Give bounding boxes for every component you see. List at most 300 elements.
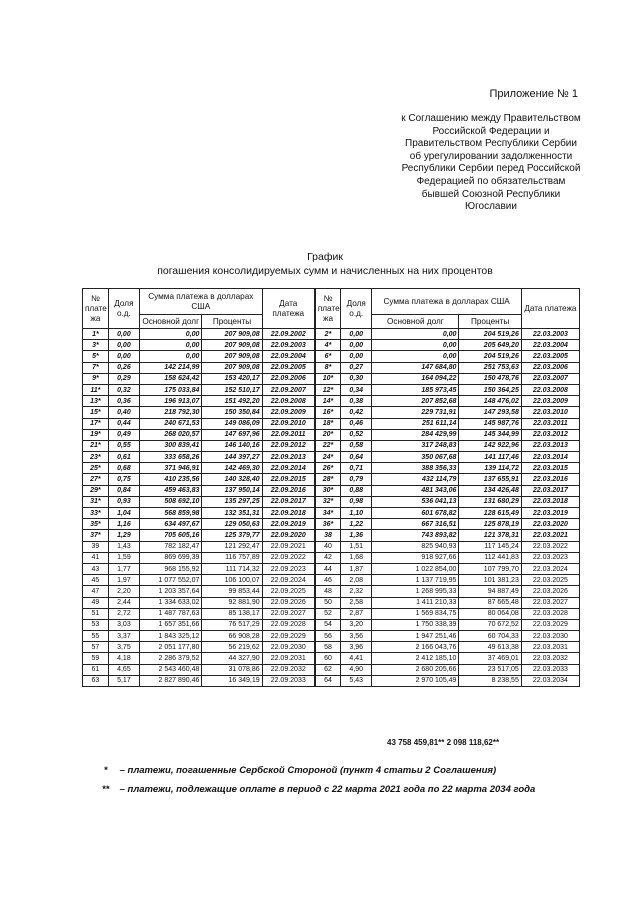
principal-cell: 432 114,79	[372, 474, 459, 485]
table-row	[83, 452, 580, 463]
payment-date-cell: 22.09.2028	[262, 619, 315, 630]
share-cell: 5,17	[108, 675, 139, 686]
interest-cell: 80 064,08	[459, 608, 521, 619]
header-share: Доля о.д.	[341, 289, 372, 329]
payment-num-cell: 37*	[83, 530, 109, 541]
share-cell: 2,58	[341, 597, 372, 608]
table-row	[83, 429, 580, 440]
payment-num-cell: 35*	[83, 519, 109, 530]
payment-num-cell: 24*	[315, 452, 341, 463]
share-cell: 2,08	[341, 575, 372, 586]
share-cell: 1,29	[108, 530, 139, 541]
share-cell: 2,72	[108, 608, 139, 619]
principal-cell: 0,00	[140, 351, 202, 362]
payment-num-cell: 25*	[83, 463, 109, 474]
footnote-text: – платежи, погашенные Сербской Стороной (пункт 4 статьи 2 Соглашения)	[117, 765, 497, 776]
footnote-text: – платежи, подлежащие оплате в период с 22 марта 2021 года по 22 марта 2034 года	[117, 784, 536, 795]
principal-cell: 568 859,98	[140, 508, 202, 519]
share-cell: 0,79	[341, 474, 372, 485]
payment-date-cell: 22.09.2002	[262, 329, 315, 340]
payment-num-cell: 50	[315, 597, 341, 608]
principal-cell: 2 970 105,49	[372, 675, 459, 686]
share-cell: 3,03	[108, 619, 139, 630]
table-row	[83, 575, 580, 586]
share-cell: 0,27	[341, 362, 372, 373]
share-cell: 0,71	[341, 463, 372, 474]
payment-date-cell: 22.09.2027	[262, 608, 315, 619]
payment-num-cell: 21*	[83, 440, 109, 451]
interest-cell: 204 519,26	[459, 329, 521, 340]
payment-date-cell: 22.09.2020	[262, 530, 315, 541]
interest-cell: 145 344,99	[459, 429, 521, 440]
payment-num-cell: 8*	[315, 362, 341, 373]
table-row	[83, 373, 580, 384]
share-cell: 0,30	[341, 373, 372, 384]
header-amount: Сумма платежа в долларах США	[372, 289, 522, 315]
share-cell: 0,00	[108, 351, 139, 362]
share-cell: 1,43	[108, 541, 139, 552]
principal-cell: 481 343,06	[372, 485, 459, 496]
payment-num-cell: 6*	[315, 351, 341, 362]
principal-cell: 284 429,99	[372, 429, 459, 440]
principal-cell: 918 927,66	[372, 552, 459, 563]
table-row	[83, 396, 580, 407]
share-cell: 0,46	[341, 418, 372, 429]
payment-date-cell: 22.03.2022	[521, 541, 579, 552]
payment-date-cell: 22.09.2032	[262, 664, 315, 675]
principal-cell: 0,00	[372, 340, 459, 351]
header-share: Доля о.д.	[108, 289, 139, 329]
payment-num-cell: 16*	[315, 407, 341, 418]
share-cell: 0,00	[341, 351, 372, 362]
principal-cell: 388 356,33	[372, 463, 459, 474]
principal-cell: 1 203 357,64	[140, 586, 202, 597]
payment-date-cell: 22.09.2014	[262, 463, 315, 474]
footnote-mark: **	[102, 784, 110, 795]
principal-cell: 207 852,68	[372, 396, 459, 407]
table-row	[83, 362, 580, 373]
payment-num-cell: 40	[315, 541, 341, 552]
payment-num-cell: 34*	[315, 508, 341, 519]
interest-cell: 205 649,20	[459, 340, 521, 351]
payment-date-cell: 22.09.2023	[262, 563, 315, 574]
interest-cell: 121 378,31	[459, 530, 521, 541]
share-cell: 1,87	[341, 563, 372, 574]
interest-cell: 60 704,33	[459, 631, 521, 642]
payment-date-cell: 22.09.2003	[262, 340, 315, 351]
share-cell: 1,68	[341, 552, 372, 563]
share-cell: 2,87	[341, 608, 372, 619]
interest-cell: 137 655,91	[459, 474, 521, 485]
payment-num-cell: 41	[83, 552, 109, 563]
payment-num-cell: 42	[315, 552, 341, 563]
principal-cell: 175 033,84	[140, 384, 202, 395]
interest-cell: 207 909,08	[202, 329, 262, 340]
payment-num-cell: 46	[315, 575, 341, 586]
principal-cell: 508 692,10	[140, 496, 202, 507]
principal-cell: 1 487 787,63	[140, 608, 202, 619]
principal-cell: 459 463,83	[140, 485, 202, 496]
share-cell: 0,40	[108, 407, 139, 418]
payment-num-cell: 28*	[315, 474, 341, 485]
payment-num-cell: 31*	[83, 496, 109, 507]
agreement-line: Югославии	[465, 201, 517, 213]
table-row	[83, 407, 580, 418]
payment-num-cell: 14*	[315, 396, 341, 407]
payment-date-cell: 22.03.2023	[521, 552, 579, 563]
share-cell: 1,36	[341, 530, 372, 541]
totals: 43 758 459,81** 2 098 118,62**	[387, 738, 500, 747]
footnote	[95, 765, 535, 776]
interest-cell: 8 238,55	[459, 675, 521, 686]
footnote-mark: *	[104, 765, 108, 776]
share-cell: 1,59	[108, 552, 139, 563]
principal-cell: 1 947 251,46	[372, 631, 459, 642]
payment-date-cell: 22.03.2034	[521, 675, 579, 686]
payment-date-cell: 22.03.2018	[521, 496, 579, 507]
payment-num-cell: 43	[83, 563, 109, 574]
payment-num-cell: 52	[315, 608, 341, 619]
interest-cell: 251 753,63	[459, 362, 521, 373]
interest-cell: 131 680,29	[459, 496, 521, 507]
interest-cell: 152 510,17	[202, 384, 262, 395]
share-cell: 2,44	[108, 597, 139, 608]
table-body	[83, 329, 580, 687]
principal-cell: 634 497,67	[140, 519, 202, 530]
interest-cell: 125 878,19	[459, 519, 521, 530]
interest-cell: 99 853,44	[202, 586, 262, 597]
principal-cell: 1 569 834,75	[372, 608, 459, 619]
payment-date-cell: 22.09.2009	[262, 407, 315, 418]
payment-num-cell: 4*	[315, 340, 341, 351]
principal-cell: 333 658,26	[140, 452, 202, 463]
interest-cell: 149 086,09	[202, 418, 262, 429]
share-cell: 2,20	[108, 586, 139, 597]
payment-date-cell: 22.09.2013	[262, 452, 315, 463]
payment-date-cell: 22.03.2011	[521, 418, 579, 429]
share-cell: 4,65	[108, 664, 139, 675]
table-row	[83, 619, 580, 630]
payment-num-cell: 60	[315, 653, 341, 664]
share-cell: 0,52	[341, 429, 372, 440]
table-row	[83, 653, 580, 664]
payment-num-cell: 45	[83, 575, 109, 586]
payment-date-cell: 22.03.2010	[521, 407, 579, 418]
share-cell: 1,51	[341, 541, 372, 552]
principal-cell: 1 411 210,33	[372, 597, 459, 608]
share-cell: 3,96	[341, 642, 372, 653]
payment-num-cell: 11*	[83, 384, 109, 395]
principal-cell: 536 041,13	[372, 496, 459, 507]
principal-cell: 743 893,82	[372, 530, 459, 541]
interest-cell: 140 328,40	[202, 474, 262, 485]
principal-cell: 350 067,68	[372, 452, 459, 463]
principal-cell: 2 166 043,76	[372, 642, 459, 653]
payment-date-cell: 22.09.2010	[262, 418, 315, 429]
interest-cell: 145 987,76	[459, 418, 521, 429]
interest-cell: 85 138,17	[202, 608, 262, 619]
table-row	[83, 586, 580, 597]
table-row	[83, 541, 580, 552]
payment-date-cell: 22.03.2030	[521, 631, 579, 642]
principal-cell: 869 699,39	[140, 552, 202, 563]
interest-cell: 132 351,31	[202, 508, 262, 519]
principal-cell: 229 731,91	[372, 407, 459, 418]
share-cell: 0,64	[341, 452, 372, 463]
payment-date-cell: 22.09.2005	[262, 362, 315, 373]
agreement-line: Республики Сербии перед Российской	[401, 163, 581, 175]
interest-cell: 141 117,46	[459, 452, 521, 463]
agreement-line: Правительством Республики Сербии	[405, 138, 577, 150]
table-row	[83, 675, 580, 686]
payment-date-cell: 22.09.2011	[262, 429, 315, 440]
interest-cell: 144 397,27	[202, 452, 262, 463]
table-row	[83, 496, 580, 507]
payment-date-cell: 22.09.2033	[262, 675, 315, 686]
interest-cell: 121 292,47	[202, 541, 262, 552]
table-row	[83, 563, 580, 574]
share-cell: 1,77	[108, 563, 139, 574]
interest-cell: 151 492,20	[202, 396, 262, 407]
interest-cell: 148 476,02	[459, 396, 521, 407]
footnote	[95, 784, 535, 795]
payment-num-cell: 44	[315, 563, 341, 574]
interest-cell: 70 672,52	[459, 619, 521, 630]
payment-num-cell: 7*	[83, 362, 109, 373]
interest-cell: 56 219,62	[202, 642, 262, 653]
table-row	[83, 664, 580, 675]
table-row	[83, 329, 580, 340]
share-cell: 0,61	[108, 452, 139, 463]
title-line-1: График	[307, 251, 343, 263]
payment-num-cell: 20*	[315, 429, 341, 440]
payment-num-cell: 54	[315, 619, 341, 630]
payment-num-cell: 36*	[315, 519, 341, 530]
table-row	[83, 642, 580, 653]
table-row	[83, 440, 580, 451]
table-row	[83, 474, 580, 485]
payment-date-cell: 22.03.2016	[521, 474, 579, 485]
principal-cell: 1 334 633,02	[140, 597, 202, 608]
header-principal: Основной долг	[372, 315, 459, 329]
interest-cell: 146 140,16	[202, 440, 262, 451]
header-date: Дата платежа	[521, 289, 579, 329]
interest-cell: 49 613,38	[459, 642, 521, 653]
payment-date-cell: 22.03.2027	[521, 597, 579, 608]
interest-cell: 66 908,28	[202, 631, 262, 642]
table-row	[83, 530, 580, 541]
principal-cell: 371 946,91	[140, 463, 202, 474]
payment-date-cell: 22.03.2024	[521, 563, 579, 574]
interest-cell: 37 469,01	[459, 653, 521, 664]
payment-date-cell: 22.03.2009	[521, 396, 579, 407]
share-cell: 0,29	[108, 373, 139, 384]
share-cell: 3,20	[341, 619, 372, 630]
interest-cell: 92 881,90	[202, 597, 262, 608]
payment-date-cell: 22.03.2012	[521, 429, 579, 440]
payment-num-cell: 12*	[315, 384, 341, 395]
payment-date-cell: 22.03.2021	[521, 530, 579, 541]
interest-cell: 94 887,49	[459, 586, 521, 597]
payment-num-cell: 55	[83, 631, 109, 642]
table-row	[83, 485, 580, 496]
share-cell: 0,34	[341, 384, 372, 395]
share-cell: 1,16	[108, 519, 139, 530]
share-cell: 0,58	[341, 440, 372, 451]
payment-date-cell: 22.09.2024	[262, 575, 315, 586]
principal-cell: 1 843 325,12	[140, 631, 202, 642]
payment-date-cell: 22.09.2017	[262, 496, 315, 507]
interest-cell: 107 799,70	[459, 563, 521, 574]
payment-date-cell: 22.03.2004	[521, 340, 579, 351]
share-cell: 0,88	[341, 485, 372, 496]
share-cell: 0,49	[108, 429, 139, 440]
payment-schedule-table	[82, 288, 580, 687]
payment-date-cell: 22.03.2013	[521, 440, 579, 451]
payment-date-cell: 22.09.2007	[262, 384, 315, 395]
share-cell: 3,75	[108, 642, 139, 653]
principal-cell: 2 543 460,48	[140, 664, 202, 675]
share-cell: 4,90	[341, 664, 372, 675]
interest-cell: 111 714,32	[202, 563, 262, 574]
share-cell: 0,00	[341, 329, 372, 340]
principal-cell: 0,00	[140, 340, 202, 351]
share-cell: 0,93	[108, 496, 139, 507]
table-row	[83, 463, 580, 474]
interest-cell: 207 909,08	[202, 340, 262, 351]
share-cell: 0,00	[108, 329, 139, 340]
share-cell: 0,75	[108, 474, 139, 485]
interest-cell: 128 615,49	[459, 508, 521, 519]
interest-cell: 207 909,08	[202, 362, 262, 373]
interest-cell: 207 909,08	[202, 351, 262, 362]
interest-cell: 137 950,14	[202, 485, 262, 496]
payment-num-cell: 30*	[315, 485, 341, 496]
payment-num-cell: 27*	[83, 474, 109, 485]
principal-cell: 1 750 338,39	[372, 619, 459, 630]
share-cell: 0,38	[341, 396, 372, 407]
interest-cell: 153 420,17	[202, 373, 262, 384]
appendix-label: Приложение № 1	[489, 88, 578, 100]
principal-cell: 705 605,16	[140, 530, 202, 541]
payment-num-cell: 53	[83, 619, 109, 630]
share-cell: 0,98	[341, 496, 372, 507]
payment-date-cell: 22.09.2031	[262, 653, 315, 664]
share-cell: 1,22	[341, 519, 372, 530]
payment-num-cell: 1*	[83, 329, 109, 340]
payment-date-cell: 22.09.2018	[262, 508, 315, 519]
share-cell: 1,10	[341, 508, 372, 519]
principal-cell: 142 214,99	[140, 362, 202, 373]
share-cell: 3,37	[108, 631, 139, 642]
interest-cell: 87 665,48	[459, 597, 521, 608]
table-row	[83, 351, 580, 362]
table-row	[83, 340, 580, 351]
interest-cell: 129 050,63	[202, 519, 262, 530]
table-row	[83, 608, 580, 619]
share-cell: 1,97	[108, 575, 139, 586]
principal-cell: 164 094,22	[372, 373, 459, 384]
payment-date-cell: 22.03.2028	[521, 608, 579, 619]
principal-cell: 185 973,45	[372, 384, 459, 395]
share-cell: 5,43	[341, 675, 372, 686]
interest-cell: 23 517,05	[459, 664, 521, 675]
payment-date-cell: 22.03.2014	[521, 452, 579, 463]
interest-cell: 147 293,58	[459, 407, 521, 418]
share-cell: 0,44	[108, 418, 139, 429]
payment-num-cell: 47	[83, 586, 109, 597]
payment-date-cell: 22.03.2026	[521, 586, 579, 597]
agreement-line: к Соглашению между Правительством	[401, 113, 581, 124]
payment-num-cell: 58	[315, 642, 341, 653]
principal-cell: 300 839,41	[140, 440, 202, 451]
table-row	[83, 597, 580, 608]
share-cell: 0,00	[341, 340, 372, 351]
payment-num-cell: 9*	[83, 373, 109, 384]
share-cell: 4,18	[108, 653, 139, 664]
payment-num-cell: 22*	[315, 440, 341, 451]
agreement-line: Российской Федерации и	[432, 125, 550, 137]
principal-cell: 1 077 552,07	[140, 575, 202, 586]
share-cell: 0,42	[341, 407, 372, 418]
payment-num-cell: 61	[83, 664, 109, 675]
principal-cell: 2 680 205,66	[372, 664, 459, 675]
payment-num-cell: 26*	[315, 463, 341, 474]
payment-date-cell: 22.03.2031	[521, 642, 579, 653]
interest-cell: 135 297,25	[202, 496, 262, 507]
principal-cell: 782 182,47	[140, 541, 202, 552]
payment-num-cell: 29*	[83, 485, 109, 496]
principal-cell: 2 412 185,10	[372, 653, 459, 664]
title-line-2: погашения консолидируемых сумм и начисленных на них процентов	[157, 265, 493, 277]
table-row	[83, 519, 580, 530]
payment-date-cell: 22.03.2008	[521, 384, 579, 395]
payment-num-cell: 5*	[83, 351, 109, 362]
principal-cell: 2 051 177,80	[140, 642, 202, 653]
payment-date-cell: 22.03.2015	[521, 463, 579, 474]
principal-cell: 147 684,80	[372, 362, 459, 373]
payment-date-cell: 22.09.2008	[262, 396, 315, 407]
share-cell: 4,41	[341, 653, 372, 664]
payment-num-cell: 2*	[315, 329, 341, 340]
header-num: № плате жа	[315, 289, 341, 329]
principal-cell: 968 155,92	[140, 563, 202, 574]
share-cell: 0,26	[108, 362, 139, 373]
agreement-line: Федерацией по обязательствам	[416, 175, 566, 187]
interest-cell: 147 697,96	[202, 429, 262, 440]
payment-num-cell: 32*	[315, 496, 341, 507]
header-interest: Проценты	[459, 315, 521, 329]
payment-num-cell: 56	[315, 631, 341, 642]
payment-date-cell: 22.09.2004	[262, 351, 315, 362]
principal-cell: 158 624,42	[140, 373, 202, 384]
principal-cell: 1 268 995,33	[372, 586, 459, 597]
principal-cell: 317 248,83	[372, 440, 459, 451]
payment-num-cell: 39	[83, 541, 109, 552]
principal-cell: 0,00	[372, 329, 459, 340]
principal-cell: 196 913,07	[140, 396, 202, 407]
header-interest: Проценты	[202, 315, 262, 329]
payment-num-cell: 17*	[83, 418, 109, 429]
payment-date-cell: 22.09.2025	[262, 586, 315, 597]
interest-cell: 134 426,48	[459, 485, 521, 496]
payment-date-cell: 22.03.2017	[521, 485, 579, 496]
payment-num-cell: 62	[315, 664, 341, 675]
table-row	[83, 508, 580, 519]
payment-date-cell: 22.03.2020	[521, 519, 579, 530]
interest-cell: 142 922,96	[459, 440, 521, 451]
payment-date-cell: 22.09.2026	[262, 597, 315, 608]
